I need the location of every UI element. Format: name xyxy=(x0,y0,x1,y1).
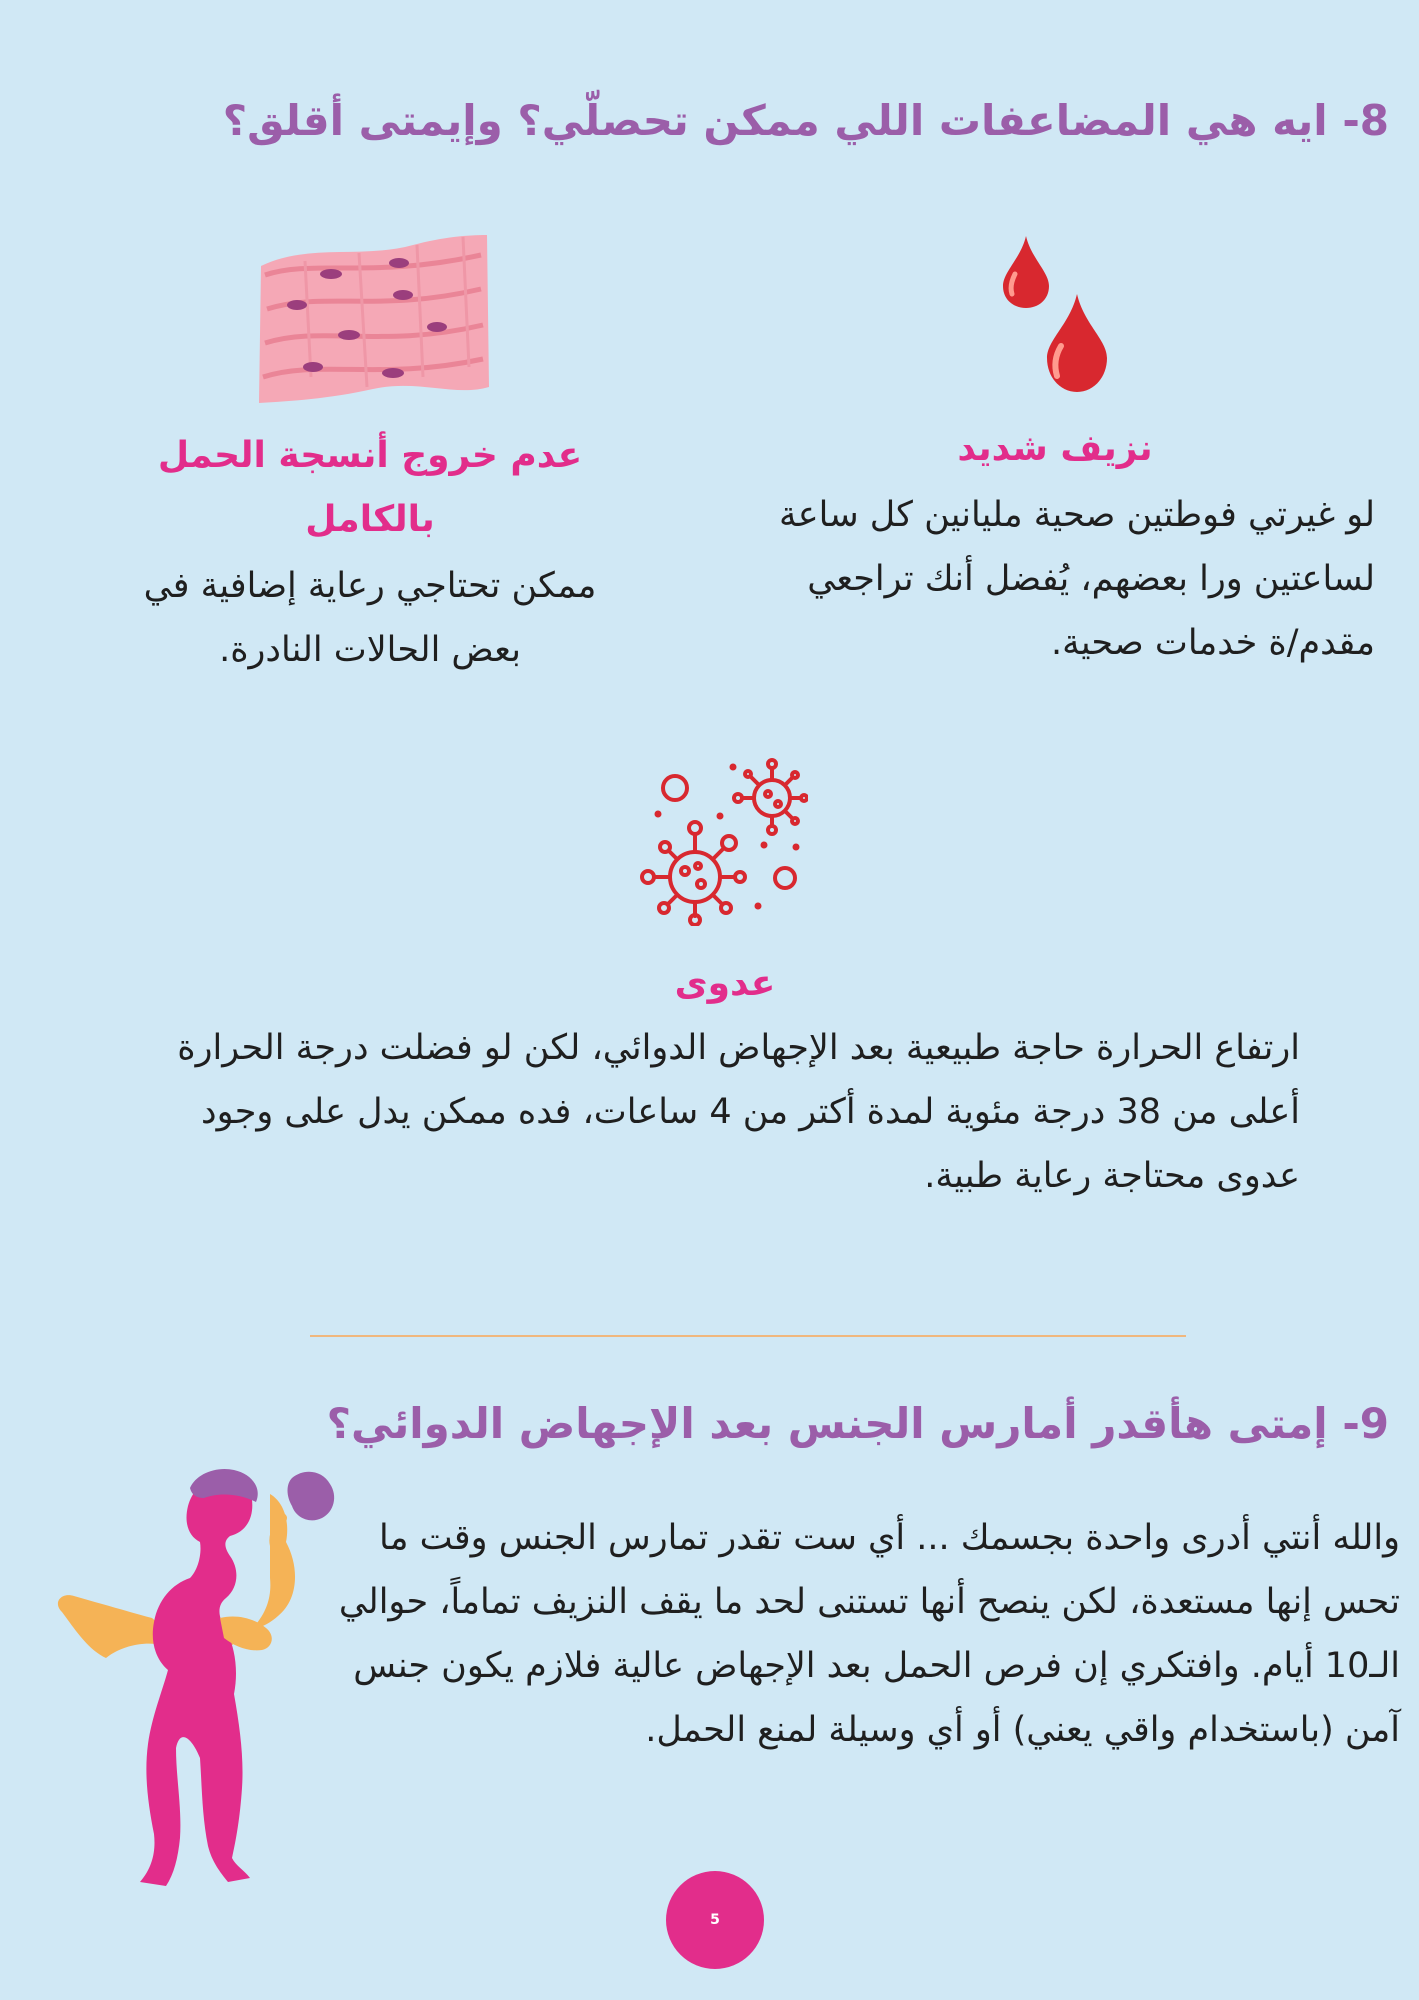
section-divider xyxy=(310,1335,1186,1337)
section-9-text: والله أنتي أدرى واحدة بجسمك ... أي ست تقدر تمارس الجنس وقت ما تحس إنها مستعدة، لكن ينصح أنها تستنى لحد ما يقف النزيف تماماً، حوالي الـ10 أيام. وافتكري إن فرص الحمل بعد الإجهاض عالية فلازم يكون جنس آمن (باستخدام واقي يعني) أو أي وسيلة لمنع الحمل. xyxy=(338,1518,1400,1750)
section-8-title: 8- ايه هي المضاعفات اللي ممكن تحصلّي؟ وإيمتى أقلق؟ xyxy=(222,96,1389,145)
virus-icon xyxy=(638,756,808,926)
bleeding-title: نزيف شديد xyxy=(957,428,1153,469)
infection-text: ارتفاع الحرارة حاجة طبيعية بعد الإجهاض الدوائي، لكن لو فضلت درجة الحرارة أعلى من 38 درجة مئوية لمدة أكتر من 4 ساعات، فده ممكن يدل على وجود عدوى محتاجة رعاية طبية. xyxy=(177,1028,1300,1196)
section-9-title: 9- إمتى هأقدر أمارس الجنس بعد الإجهاض الدوائي؟ xyxy=(326,1399,1389,1448)
tissue-icon xyxy=(253,231,491,406)
page-number-badge: 5 xyxy=(666,1871,764,1969)
infection-title: عدوى xyxy=(674,963,776,1004)
blood-drops-icon xyxy=(995,232,1120,400)
retained-tissue-text: ممكن تحتاجي رعاية إضافية في بعض الحالات النادرة. xyxy=(143,566,597,670)
retained-tissue-title: عدم خروج أنسجة الحمل بالكامل xyxy=(157,435,583,540)
bleeding-text: لو غيرتي فوطتين صحية مليانين كل ساعة لساعتين ورا بعضهم، يُفضل أنك تراجعي مقدم/ة خدمات صحية. xyxy=(779,495,1375,663)
